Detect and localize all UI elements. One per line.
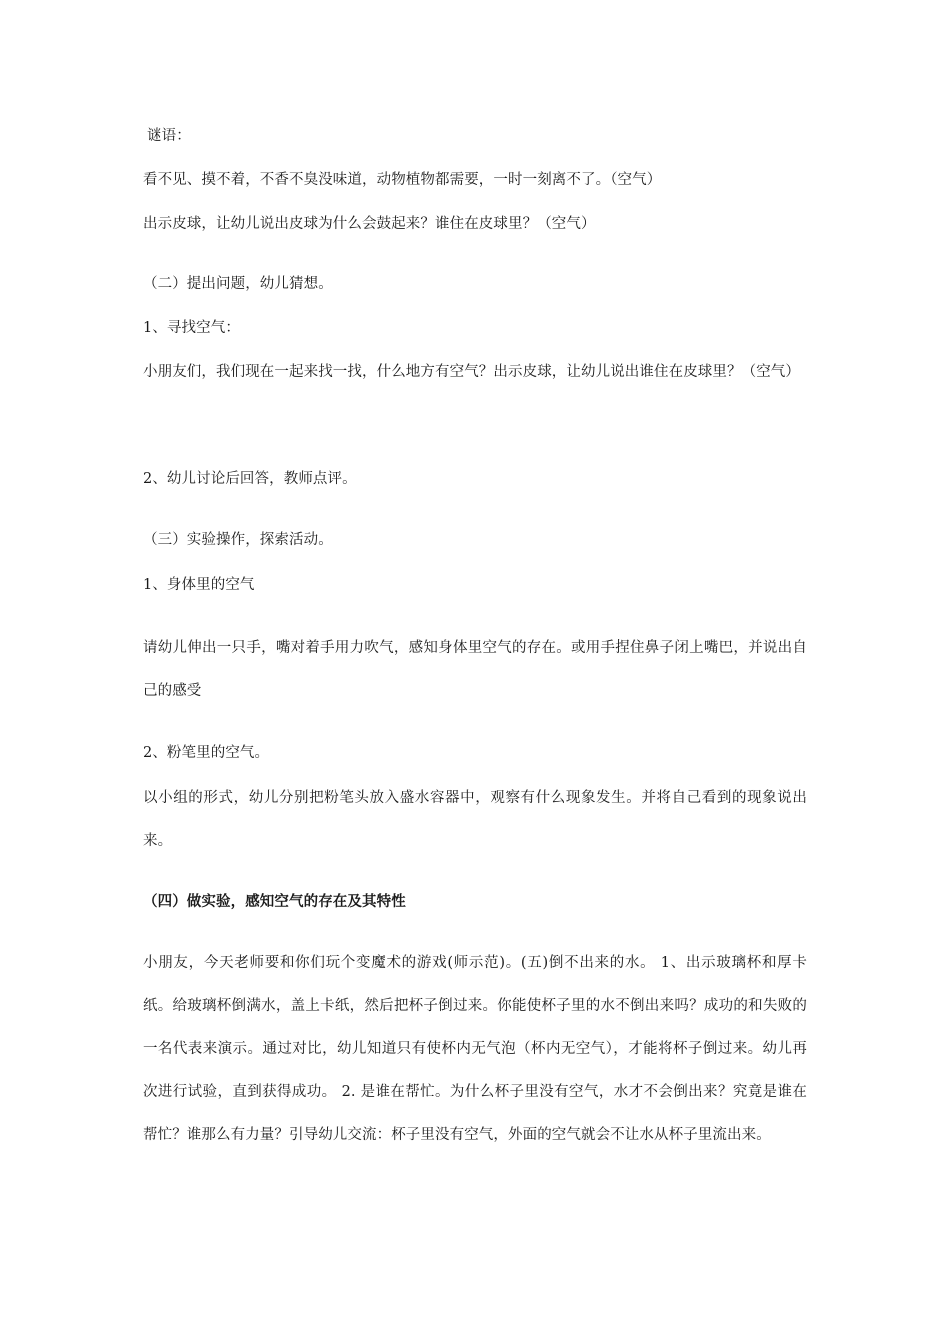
section-four-heading: （四）做实验，感知空气的存在及其特性 bbox=[143, 893, 406, 910]
body-air-text: 请幼儿伸出一只手，嘴对着手用力吹气，感知身体里空气的存在。或用手捏住鼻子闭上嘴巴，并说出自己的感受 bbox=[143, 640, 807, 699]
section-three-heading: （三）实验操作，探索活动。 bbox=[143, 532, 333, 548]
find-air-text: 小朋友们，我们现在一起来找一找，什么地方有空气？出示皮球，让幼儿说出谁住在皮球里？（空气） bbox=[143, 364, 800, 380]
find-air-heading: 1、寻找空气： bbox=[143, 320, 240, 336]
chalk-air-text: 以小组的形式，幼儿分别把粉笔头放入盛水容器中，观察有什么现象发生。并将自己看到的现象说出来。 bbox=[143, 790, 807, 849]
riddle-heading: 谜语： bbox=[147, 128, 191, 144]
riddle-text: 看不见、摸不着，不香不臭没味道，动物植物都需要，一时一刻离不了。（空气） bbox=[143, 172, 662, 188]
experiment-text: 小朋友，今天老师要和你们玩个变魔术的游戏(师示范)。(五)倒不出来的水。 1、出示玻璃杯和厚卡纸。给玻璃杯倒满水，盖上卡纸，然后把杯子倒过来。你能使杯子里的水不倒出来吗？成功的和失败的一名代表来演示。通过对比，幼儿知道只有使杯内无气泡（杯内无空气），才能将杯子倒过来。幼儿再次进行试验，直到获得成功。 2. 是谁在帮忙。为什么杯子里没有空气，水才不会倒出来？究竟是谁在帮忙？谁那么有力量？引导幼儿交流：杯子里没有空气，外面的空气就会不让水从杯子里流出来。 bbox=[143, 955, 807, 1143]
chalk-air-heading: 2、粉笔里的空气。 bbox=[143, 745, 270, 761]
ball-question: 出示皮球，让幼儿说出皮球为什么会鼓起来？谁住在皮球里？（空气） bbox=[143, 216, 596, 232]
discussion-item: 2、幼儿讨论后回答，教师点评。 bbox=[143, 471, 357, 487]
body-air-heading: 1、身体里的空气 bbox=[143, 577, 255, 593]
section-two-heading: （二）提出问题，幼儿猜想。 bbox=[143, 276, 333, 292]
